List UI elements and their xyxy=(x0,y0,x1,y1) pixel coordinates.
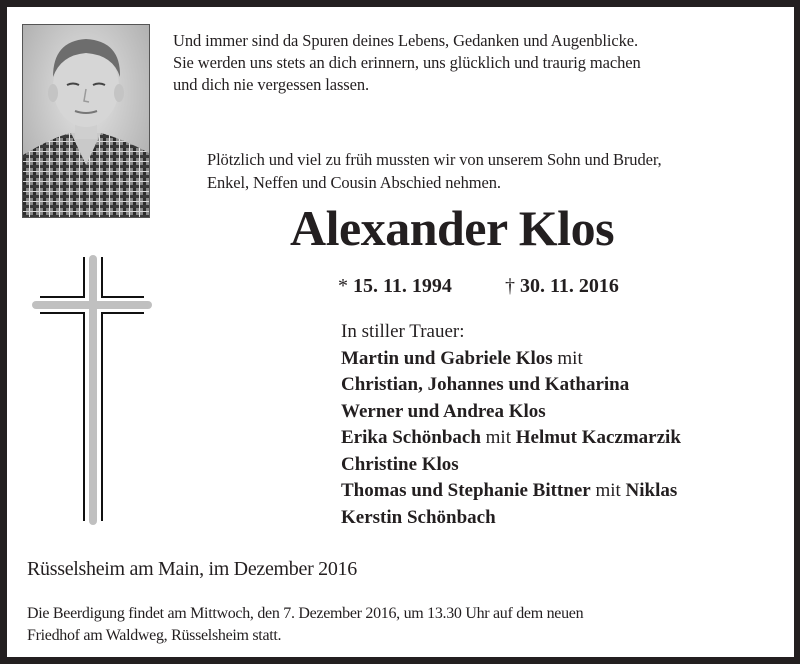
intro-line: Enkel, Neffen und Cousin Abschied nehmen. xyxy=(207,173,501,192)
intro-line: Plötzlich und viel zu früh mussten wir von unserem Sohn und Bruder, xyxy=(207,150,662,169)
deceased-name: Alexander Klos xyxy=(290,200,615,256)
mourner-row: Thomas und Stephanie Bittner mit Niklas xyxy=(341,480,678,501)
birth-date: 15. 11. 1994 xyxy=(353,275,452,297)
mourner-row: Werner und Andrea Klos xyxy=(341,400,546,422)
memorial-verse xyxy=(173,30,773,96)
burial-line: Friedhof am Waldweg, Rüsselsheim statt. xyxy=(27,627,282,644)
verse-line: und dich nie vergessen lassen. xyxy=(173,75,370,94)
death-date: 30. 11. 2016 xyxy=(520,275,619,297)
mourners-list xyxy=(341,319,781,531)
mourning-heading: In stiller Trauer: xyxy=(341,321,465,342)
cross-icon xyxy=(32,255,152,527)
mourner-row: Christine Klos xyxy=(341,453,459,475)
mourner-row: Martin und Gabriele Klos mit xyxy=(341,347,583,369)
obituary-notice xyxy=(7,7,794,657)
mourner-row: Erika Schönbach mit Helmut Kaczmarzik xyxy=(341,427,681,448)
life-dates xyxy=(338,274,619,298)
burial-line: Die Beerdigung findet am Mittwoch, den 7. Dezember 2016, um 13.30 Uhr auf dem neuen xyxy=(27,605,584,622)
death-date-group xyxy=(505,275,619,297)
verse-line: Sie werden uns stets an dich erinnern, uns glücklich und traurig machen xyxy=(173,53,641,72)
verse-line: Und immer sind da Spuren deines Lebens, Gedanken und Augenblicke. xyxy=(173,31,639,50)
portrait-photo xyxy=(22,24,150,218)
place-and-date: Rüsselsheim am Main, im Dezember 2016 xyxy=(27,558,357,580)
birth-star-icon: * xyxy=(338,275,348,297)
burial-info xyxy=(27,603,787,647)
mourner-row: Christian, Johannes und Katharina xyxy=(341,374,630,395)
announcement-intro xyxy=(207,148,787,194)
death-dagger-icon: † xyxy=(505,275,515,297)
birth-date-group xyxy=(338,274,505,298)
portrait-image xyxy=(23,25,149,217)
mourner-row: Kerstin Schönbach xyxy=(341,506,496,528)
